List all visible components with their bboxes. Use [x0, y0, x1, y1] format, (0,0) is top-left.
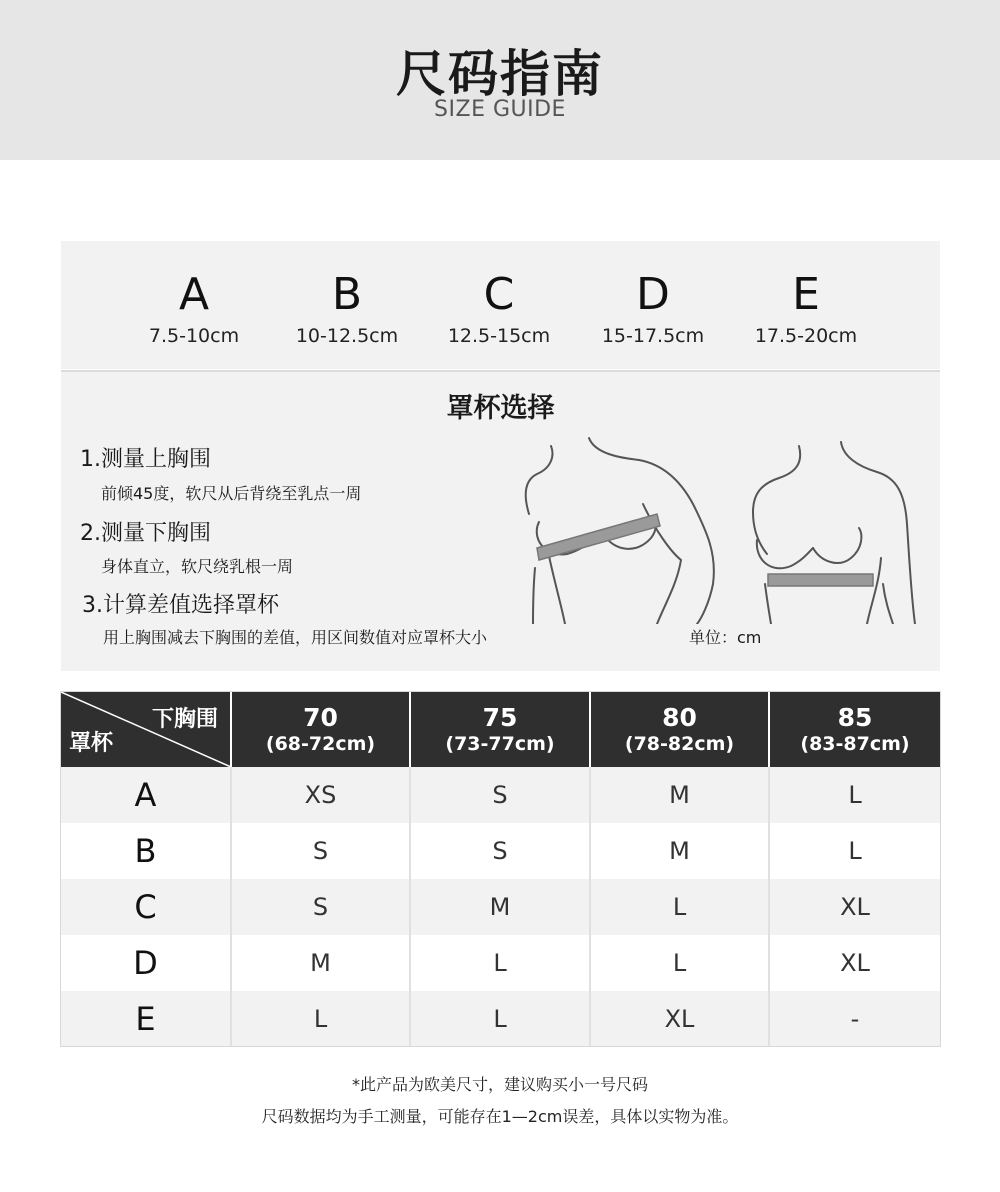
size-cell: L — [769, 767, 940, 823]
row-cup-label: D — [61, 935, 231, 991]
band-size: 70 — [303, 702, 338, 732]
measurement-panel — [61, 370, 940, 671]
band-header — [590, 692, 769, 767]
cup-letter: A — [178, 269, 210, 320]
table-row — [61, 767, 940, 823]
table-corner-cell — [61, 692, 231, 767]
under-bust-figure — [753, 442, 915, 624]
cup-range-item — [573, 241, 733, 347]
row-cup-label: E — [61, 991, 231, 1047]
size-cell: S — [410, 823, 590, 879]
footnote-measurement-error: 尺码数据均为手工测量，可能存在1—2cm误差，具体以实物为准。 — [261, 1107, 739, 1126]
cup-range-item — [114, 241, 274, 347]
row-cup-label: A — [61, 767, 231, 823]
table-row — [61, 879, 940, 935]
band-size: 75 — [482, 702, 518, 732]
size-cell: M — [231, 935, 410, 991]
size-cell: M — [410, 879, 590, 935]
band-range: (73-77cm) — [445, 732, 555, 755]
size-chart-table — [61, 692, 940, 1047]
cup-range-panel — [61, 241, 940, 369]
upper-bust-figure — [526, 438, 714, 624]
cup-range: 7.5-10cm — [148, 325, 240, 347]
size-cell: L — [410, 935, 590, 991]
cup-range-item — [419, 241, 579, 347]
size-cell: XL — [769, 879, 940, 935]
step-desc: 前倾45度，软尺从后背绕至乳点一周 — [101, 484, 362, 503]
size-cell: L — [590, 935, 769, 991]
size-cell: M — [590, 823, 769, 879]
size-cell: - — [769, 991, 940, 1047]
step-title: 1.测量上胸围 — [80, 447, 211, 472]
band-header — [769, 692, 940, 767]
page-title: 尺码指南 — [396, 45, 604, 103]
row-cup-label: B — [61, 823, 231, 879]
step-desc: 身体直立，软尺绕乳根一周 — [101, 557, 294, 576]
measurement-figures — [521, 434, 921, 624]
size-cell: L — [231, 991, 410, 1047]
measurement-title: 罩杯选择 — [446, 393, 555, 424]
unit-label: 单位：cm — [689, 628, 762, 647]
band-header — [231, 692, 410, 767]
cup-letter: E — [792, 269, 820, 320]
cup-range-item — [726, 241, 886, 347]
cup-range: 12.5-15cm — [447, 325, 551, 347]
step-title: 3.计算差值选择罩杯 — [82, 593, 279, 618]
band-range: (68-72cm) — [265, 732, 376, 755]
table-header-row — [61, 692, 940, 767]
cup-letter: B — [331, 269, 363, 320]
cup-range: 10-12.5cm — [295, 325, 399, 347]
corner-label-band: 下胸围 — [151, 707, 218, 732]
page-subtitle: SIZE GUIDE — [434, 97, 566, 122]
step-desc: 用上胸围减去下胸围的差值，用区间数值对应罩杯大小 — [103, 628, 488, 647]
size-cell: L — [410, 991, 590, 1047]
cup-range-item — [267, 241, 427, 347]
footnote-size-advice: *此产品为欧美尺寸，建议购买小一号尺码 — [351, 1075, 648, 1094]
band-size: 85 — [837, 702, 873, 732]
size-cell: XS — [231, 767, 410, 823]
band-size: 80 — [662, 702, 697, 732]
cup-letter: D — [636, 269, 670, 320]
size-cell: S — [410, 767, 590, 823]
table-row — [61, 935, 940, 991]
size-cell: XL — [769, 935, 940, 991]
size-cell: M — [590, 767, 769, 823]
row-cup-label: C — [61, 879, 231, 935]
corner-label-cup: 罩杯 — [69, 731, 114, 756]
header-band — [0, 0, 1000, 160]
size-cell: S — [231, 823, 410, 879]
cup-letter: C — [483, 269, 515, 320]
table-row — [61, 823, 940, 879]
size-cell: XL — [590, 991, 769, 1047]
table-row — [61, 991, 940, 1047]
step-title: 2.测量下胸围 — [80, 521, 211, 546]
band-range: (83-87cm) — [800, 732, 910, 755]
size-cell: L — [590, 879, 769, 935]
band-header — [410, 692, 590, 767]
band-range: (78-82cm) — [624, 732, 735, 755]
cup-range: 17.5-20cm — [754, 325, 858, 347]
cup-range: 15-17.5cm — [601, 325, 705, 347]
size-cell: S — [231, 879, 410, 935]
size-cell: L — [769, 823, 940, 879]
